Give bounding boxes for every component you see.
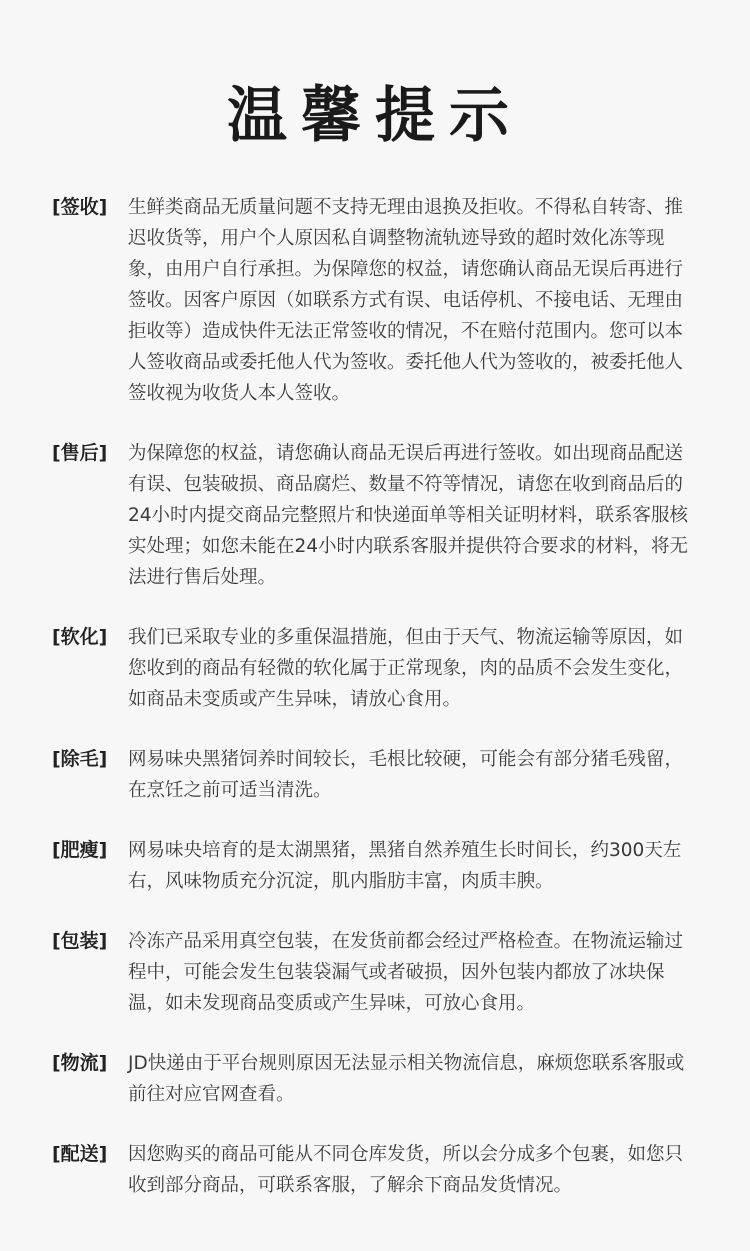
- section-label: [包装]: [52, 930, 108, 952]
- section-label: [售后]: [52, 442, 108, 464]
- section-text: 我们已采取专业的多重保温措施，但由于天气、物流运输等原因，如您收到的商品有轻微的软化属于正常现象，肉的品质不会发生变化，如商品未变质或产生异味，请放心食用。: [128, 627, 684, 710]
- section-label: [配送]: [52, 1143, 108, 1165]
- section-label: [签收]: [52, 196, 108, 218]
- section-text: 冷冻产品采用真空包装，在发货前都会经过严格检查。在物流运输过程中，可能会发生包装袋漏气或者破损，因外包装内都放了冰块保温，如未发现商品变质或产生异味，可放心食用。: [128, 931, 684, 1014]
- section-label: [软化]: [52, 626, 108, 648]
- section-text: 生鲜类商品无质量问题不支持无理由退换及拒收。不得私自转寄、推迟收货等，用户个人原因私自调整物流轨迹导致的超时效化冻等现象，由用户自行承担。为保障您的权益，请您确认商品无误后再进行签收。因客户原因（如联系方式有误、电话停机、不接电话、无理由拒收等）造成快件无法正常签收的情况，不在赔付范围内。您可以本人签收商品或委托他人代为签收。委托他人代为签收的，被委托他人签收视为收货人本人签收。: [128, 197, 684, 404]
- section-label: [除毛]: [52, 748, 108, 770]
- section-softening: [0, 622, 750, 715]
- section-label: [肥瘦]: [52, 839, 108, 861]
- section-text: 网易味央培育的是太湖黑猪，黑猪自然养殖生长时间长，约300天左右，风味物质充分沉淀，肌内脂肪丰富，肉质丰腴。: [128, 840, 682, 892]
- page-title: 温馨提示: [227, 81, 523, 151]
- section-fat-lean: [0, 835, 750, 897]
- section-packaging: [0, 926, 750, 1019]
- section-text: 为保障您的权益，请您确认商品无误后再进行签收。如出现商品配送有误、包装破损、商品腐烂、数量不符等情况，请您在收到商品后的24小时内提交商品完整照片和快递面单等相关证明材料，联系客服核实处理；如您未能在24小时内联系客服并提供符合要求的材料，将无法进行售后处理。: [128, 443, 689, 588]
- section-delivery: [0, 1139, 750, 1201]
- section-sign-for: [0, 192, 750, 409]
- section-after-sales: [0, 438, 750, 593]
- section-hair-removal: [0, 744, 750, 806]
- section-text: 网易味央黑猪饲养时间较长，毛根比较硬，可能会有部分猪毛残留，在烹饪之前可适当清洗。: [128, 749, 684, 801]
- section-label: [物流]: [52, 1052, 108, 1074]
- section-text: 因您购买的商品可能从不同仓库发货，所以会分成多个包裹，如您只收到部分商品，可联系客服，了解余下商品发货情况。: [128, 1144, 684, 1196]
- section-text: JD快递由于平台规则原因无法显示相关物流信息，麻烦您联系客服或前往对应官网查看。: [128, 1053, 685, 1105]
- section-logistics: [0, 1048, 750, 1110]
- spacer: [0, 409, 750, 438]
